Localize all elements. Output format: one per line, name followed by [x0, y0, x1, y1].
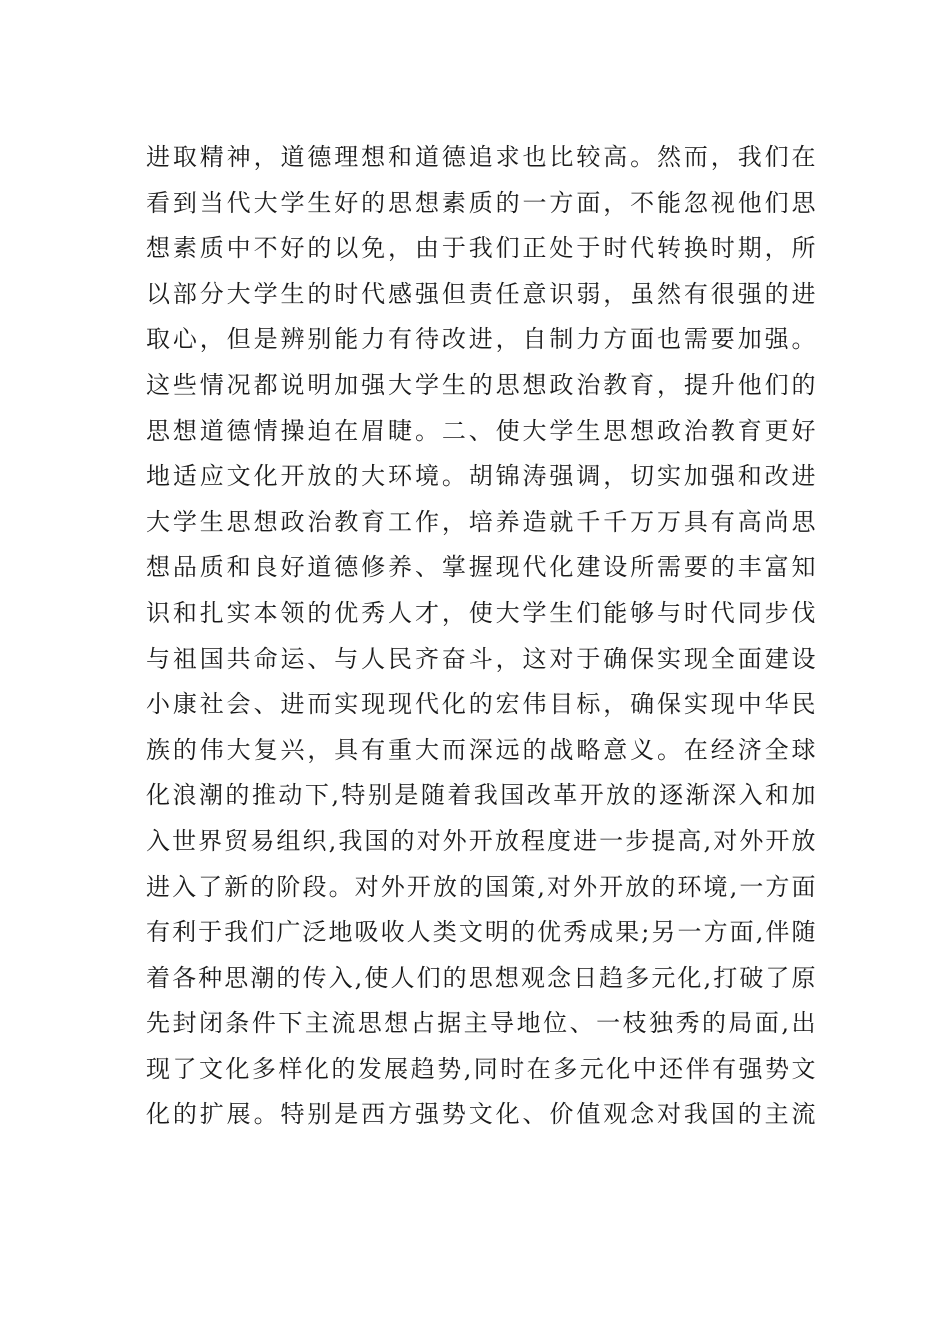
- text-line-11: 识和扎实本领的优秀人才，使大学生们能够与时代同步伐: [146, 598, 816, 627]
- text-line-6: 这些情况都说明加强大学生的思想政治教育，提升他们的: [146, 370, 816, 399]
- text-line-3: 想素质中不好的以免，由于我们正处于时代转换时期，所: [146, 234, 816, 263]
- text-line-16: 入世界贸易组织,我国的对外开放程度进一步提高,对外开放: [146, 826, 816, 855]
- text-line-17: 进入了新的阶段。对外开放的国策,对外开放的环境,一方面: [146, 872, 816, 901]
- text-line-1: 进取精神，道德理想和道德追求也比较高。然而，我们在: [146, 143, 816, 171]
- text-line-7: 思想道德情操迫在眉睫。二、使大学生思想政治教育更好: [146, 416, 816, 445]
- text-line-22: 化的扩展。特别是西方强势文化、价值观念对我国的主流: [146, 1100, 816, 1129]
- text-line-19: 着各种思潮的传入,使人们的思想观念日趋多元化,打破了原: [146, 963, 816, 992]
- text-line-9: 大学生思想政治教育工作，培养造就千千万万具有高尚思: [146, 507, 816, 536]
- text-line-2: 看到当代大学生好的思想素质的一方面，不能忽视他们思: [146, 188, 816, 217]
- text-line-13: 小康社会、进而实现现代化的宏伟目标，确保实现中华民: [146, 690, 816, 719]
- text-line-10: 想品质和良好道德修养、掌握现代化建设所需要的丰富知: [146, 553, 816, 582]
- text-line-5: 取心，但是辨别能力有待改进，自制力方面也需要加强。: [146, 325, 816, 354]
- text-line-15: 化浪潮的推动下,特别是随着我国改革开放的逐渐深入和加: [146, 781, 816, 810]
- text-line-18: 有利于我们广泛地吸收人类文明的优秀成果;另一方面,伴随: [146, 918, 816, 947]
- body-text: [146, 135, 816, 1138]
- text-line-14: 族的伟大复兴，具有重大而深远的战略意义。在经济全球: [146, 735, 816, 764]
- text-line-4: 以部分大学生的时代感强但责任意识弱，虽然有很强的进: [146, 279, 816, 308]
- text-line-21: 现了文化多样化的发展趋势,同时在多元化中还伴有强势文: [146, 1054, 816, 1083]
- text-line-12: 与祖国共命运、与人民齐奋斗，这对于确保实现全面建设: [146, 644, 816, 673]
- text-line-20: 先封闭条件下主流思想占据主导地位、一枝独秀的局面,出: [146, 1009, 816, 1038]
- text-line-8: 地适应文化开放的大环境。胡锦涛强调，切实加强和改进: [146, 462, 816, 491]
